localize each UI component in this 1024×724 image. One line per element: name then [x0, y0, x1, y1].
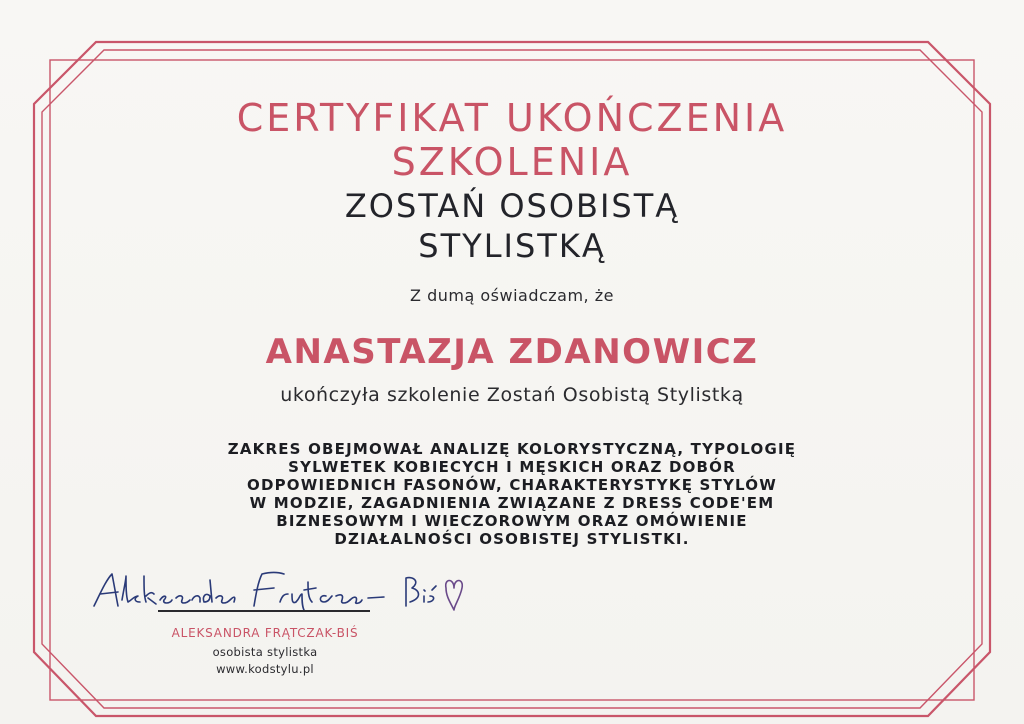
- completion-statement: ukończyła szkolenie Zostań Osobistą Stylistką: [280, 384, 744, 406]
- course-title: [112, 186, 912, 266]
- scope-line: ODPOWIEDNICH FASONÓW, CHARAKTERYSTYKĘ STYLÓW: [247, 476, 777, 494]
- signer-website: www.kodstylu.pl: [216, 662, 314, 676]
- handwritten-signature: [88, 566, 468, 616]
- scope-line: DZIAŁALNOŚCI OSOBISTEJ STYLISTKI.: [334, 530, 690, 548]
- scope-line: SYLWETEK KOBIECYCH I MĘSKICH ORAZ DOBÓR: [288, 458, 736, 476]
- scope-line: W MODZIE, ZAGADNIENIA ZWIĄZANE Z DRESS CODE'EM: [249, 494, 775, 512]
- recipient-name: ANASTAZJA ZDANOWICZ: [265, 332, 759, 372]
- scope-description: [172, 440, 852, 548]
- signer-role: osobista stylistka: [212, 645, 318, 659]
- scope-line: ZAKRES OBEJMOWAŁ ANALIZĘ KOLORYSTYCZNĄ, TYPOLOGIĘ: [227, 440, 797, 458]
- scope-line: BIZNESOWYM I WIECZOROWYM ORAZ OMÓWIENIE: [276, 512, 748, 530]
- course-line-1: ZOSTAŃ OSOBISTĄ: [344, 187, 680, 225]
- signer-name: ALEKSANDRA FRĄTCZAK-BIŚ: [171, 626, 359, 640]
- certificate-title: [112, 96, 912, 184]
- course-line-2: STYLISTKĄ: [418, 227, 606, 265]
- intro-text: Z dumą oświadczam, że: [410, 286, 614, 305]
- signature-line: [158, 610, 370, 612]
- title-line-2: SZKOLENIA: [391, 140, 633, 184]
- title-line-1: CERTYFIKAT UKOŃCZENIA: [236, 96, 788, 140]
